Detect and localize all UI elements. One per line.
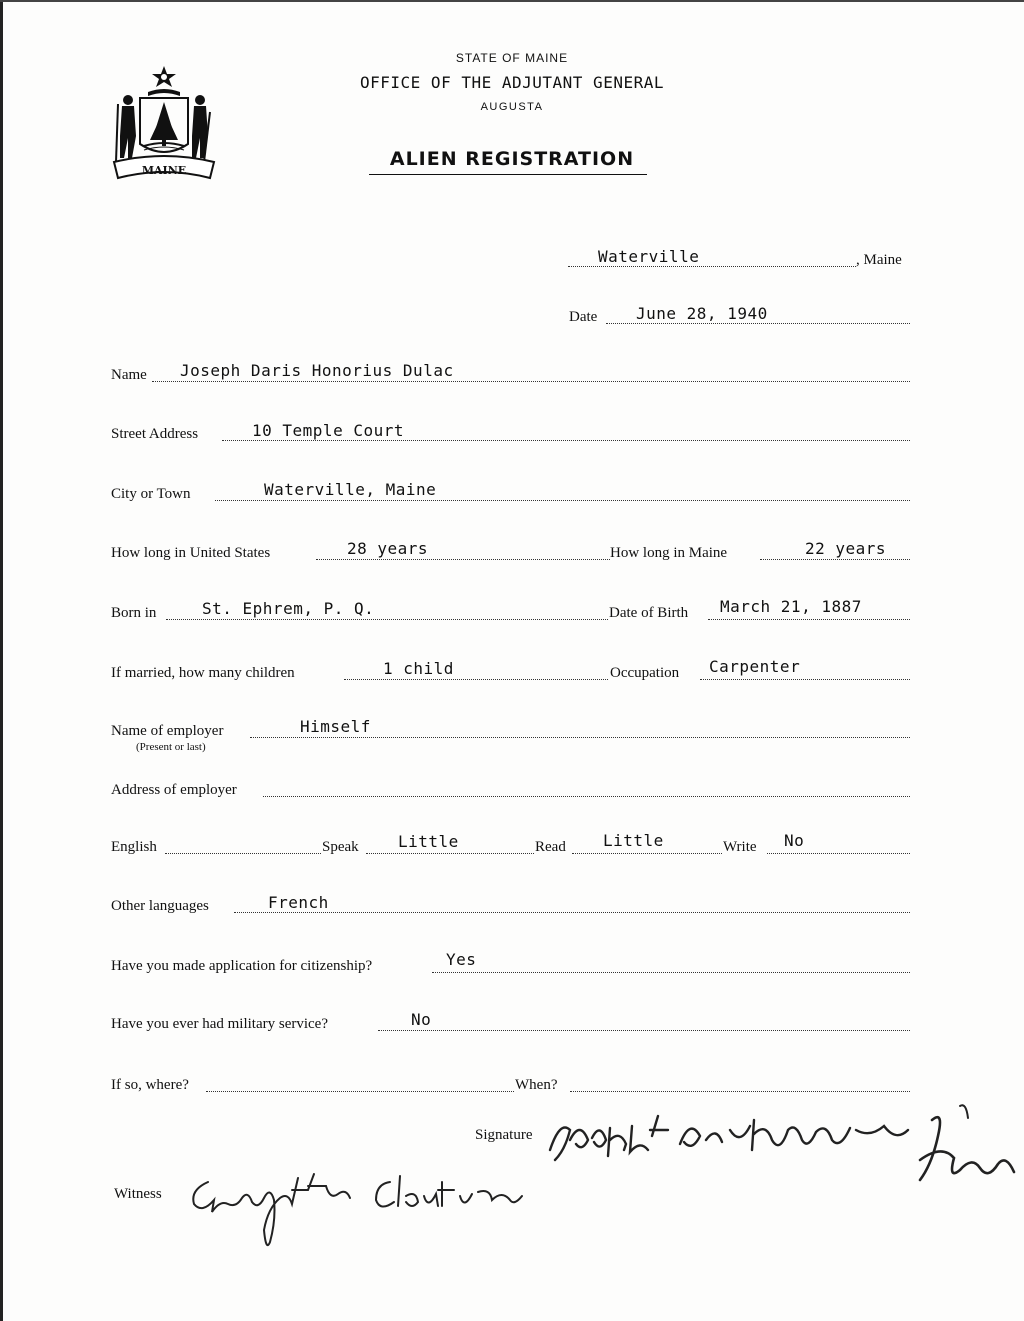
- us-years-label: How long in United States: [111, 545, 271, 561]
- other-languages-line: [234, 912, 910, 913]
- city-heading: AUGUSTA: [480, 101, 544, 113]
- office-heading: OFFICE OF THE ADJUTANT GENERAL: [360, 73, 664, 92]
- form-title: ALIEN REGISTRATION: [389, 148, 635, 170]
- employer-address-line: [263, 796, 910, 797]
- write-value: No: [784, 831, 805, 850]
- place-suffix: , Maine: [856, 252, 902, 268]
- dob-label: Date of Birth: [609, 605, 689, 621]
- employer-sublabel: (Present or last): [136, 741, 206, 753]
- scan-edge-left: [0, 0, 3, 1321]
- employer-line: [250, 737, 910, 738]
- occupation-value: Carpenter: [709, 657, 801, 676]
- born-line: [166, 619, 608, 620]
- citizenship-line: [432, 972, 910, 973]
- where-label: If so, where?: [111, 1077, 189, 1093]
- dob-value: March 21, 1887: [720, 597, 862, 616]
- maine-years-line: [760, 559, 910, 560]
- city-town-label: City or Town: [111, 486, 191, 502]
- military-value: No: [411, 1010, 432, 1029]
- english-line: [165, 853, 321, 854]
- us-years-line: [316, 559, 610, 560]
- name-value: Joseph Daris Honorius Dulac: [180, 361, 454, 380]
- employer-label: Name of employer: [111, 723, 224, 739]
- date-line: [606, 323, 910, 324]
- name-line: [152, 381, 910, 382]
- maine-years-label: How long in Maine: [610, 545, 728, 561]
- dob-line: [708, 619, 910, 620]
- signature-handwriting: [540, 1100, 1020, 1200]
- street-label: Street Address: [111, 426, 199, 442]
- city-town-line: [215, 500, 910, 501]
- us-years-value: 28 years: [347, 539, 429, 558]
- seal-text: MAINE: [141, 164, 187, 177]
- when-label: When?: [515, 1077, 558, 1093]
- street-value: 10 Temple Court: [252, 421, 404, 440]
- children-value: 1 child: [383, 659, 454, 678]
- occupation-label: Occupation: [610, 665, 680, 681]
- date-value: June 28, 1940: [636, 304, 768, 323]
- other-languages-value: French: [268, 893, 329, 912]
- read-label: Read: [535, 839, 566, 855]
- city-town-value: Waterville, Maine: [264, 480, 437, 499]
- citizenship-value: Yes: [446, 950, 477, 969]
- place-value: Waterville: [598, 247, 700, 266]
- children-line: [344, 679, 608, 680]
- title-underline: [369, 174, 647, 175]
- read-value: Little: [603, 831, 664, 850]
- occupation-line: [700, 679, 910, 680]
- witness-handwriting: [180, 1160, 540, 1250]
- children-label: If married, how many children: [111, 665, 295, 681]
- speak-line: [366, 853, 534, 854]
- employer-address-label: Address of employer: [111, 782, 237, 798]
- military-label: Have you ever had military service?: [111, 1016, 328, 1032]
- write-line: [767, 853, 910, 854]
- military-line: [378, 1030, 910, 1031]
- english-label: English: [111, 839, 157, 855]
- citizenship-label: Have you made application for citizenship?: [111, 958, 373, 974]
- write-label: Write: [723, 839, 757, 855]
- when-line: [570, 1091, 910, 1092]
- state-heading: STATE OF MAINE: [455, 51, 569, 65]
- scan-edge-top: [0, 0, 1024, 2]
- date-label: Date: [569, 309, 598, 325]
- employer-value: Himself: [300, 717, 371, 736]
- born-value: St. Ephrem, P. Q.: [202, 599, 375, 618]
- speak-value: Little: [398, 832, 459, 851]
- witness-label: Witness: [114, 1186, 162, 1202]
- born-label: Born in: [111, 605, 157, 621]
- speak-label: Speak: [322, 839, 359, 855]
- where-line: [206, 1091, 514, 1092]
- signature-label: Signature: [475, 1127, 533, 1143]
- place-line: [568, 266, 856, 267]
- maine-years-value: 22 years: [805, 539, 887, 558]
- other-languages-label: Other languages: [111, 898, 209, 914]
- street-line: [222, 440, 910, 441]
- read-line: [572, 853, 722, 854]
- name-label: Name: [111, 367, 147, 383]
